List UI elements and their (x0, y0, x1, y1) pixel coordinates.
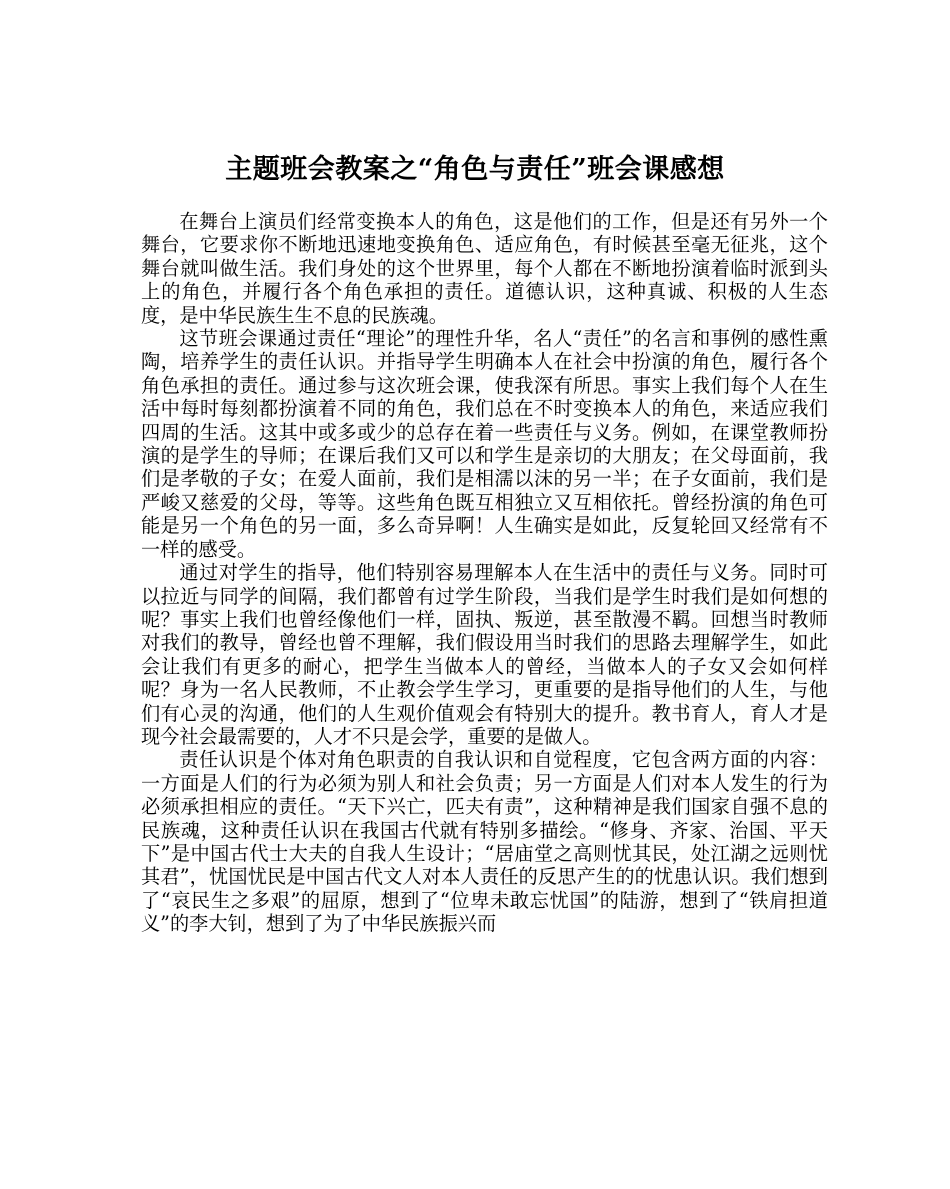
paragraph-1: 在舞台上演员们经常变换本人的角色，这是他们的工作，但是还有另外一个舞台，它要求你不断地迅速地变换角色、适应角色，有时候甚至毫无征兆，这个舞台就叫做生活。我们身处的这个世界里，每个人都在不断地扮演着临时派到头上的角色，并履行各个角色承担的责任。道德认识，这种真诚、积极的人生态度，是中华民族生生不息的民族魂。 (141, 210, 828, 327)
paragraph-4: 责任认识是个体对角色职责的自我认识和自觉程度，它包含两方面的内容：一方面是人们的行为必须为别人和社会负责；另一方面是人们对本人发生的行为必须承担相应的责任。“天下兴亡，匹夫有责”，这种精神是我们国家自强不息的民族魂，这种责任认识在我国古代就有特别多描绘。“修身、齐家、治国、平天下”是中国古代士大夫的自我人生设计；“居庙堂之高则忧其民，处江湖之远则忧其君”，忧国忧民是中国古代文人对本人责任的反思产生的的忧患认识。我们想到了“哀民生之多艰”的屈原，想到了“位卑未敢忘忧国”的陆游，想到了“铁肩担道义”的李大钊，想到了为了中华民族振兴而 (141, 748, 828, 936)
paragraph-2: 这节班会课通过责任“理论”的理性升华，名人“责任”的名言和事例的感性熏陶，培养学生的责任认识。并指导学生明确本人在社会中扮演的角色，履行各个角色承担的责任。通过参与这次班会课，使我深有所思。事实上我们每个人在生活中每时每刻都扮演着不同的角色，我们总在不时变换本人的角色，来适应我们四周的生活。这其中或多或少的总存在着一些责任与义务。例如，在课堂教师扮演的是学生的导师；在课后我们又可以和学生是亲切的大朋友；在父母面前，我们是孝敬的子女；在爱人面前，我们是相濡以沫的另一半；在子女面前，我们是严峻又慈爱的父母，等等。这些角色既互相独立又互相依托。曾经扮演的角色可能是另一个角色的另一面，多么奇异啊！人生确实是如此，反复轮回又经常有不一样的感受。 (141, 327, 828, 561)
document-body (141, 210, 828, 936)
paragraph-3: 通过对学生的指导，他们特别容易理解本人在生活中的责任与义务。同时可以拉近与同学的间隔，我们都曾有过学生阶段，当我们是学生时我们是如何想的呢？事实上我们也曾经像他们一样，固执、叛逆，甚至散漫不羁。回想当时教师对我们的教导，曾经也曾不理解，我们假设用当时我们的思路去理解学生，如此会让我们有更多的耐心，把学生当做本人的曾经，当做本人的子女又会如何样呢？身为一名人民教师，不止教会学生学习，更重要的是指导他们的人生，与他们有心灵的沟通，他们的人生观价值观会有特别大的提升。教书育人，育人才是现今社会最需要的，人才不只是会学，重要的是做人。 (141, 561, 828, 748)
document-title: 主题班会教案之“角色与责任”班会课感想 (225, 154, 725, 186)
